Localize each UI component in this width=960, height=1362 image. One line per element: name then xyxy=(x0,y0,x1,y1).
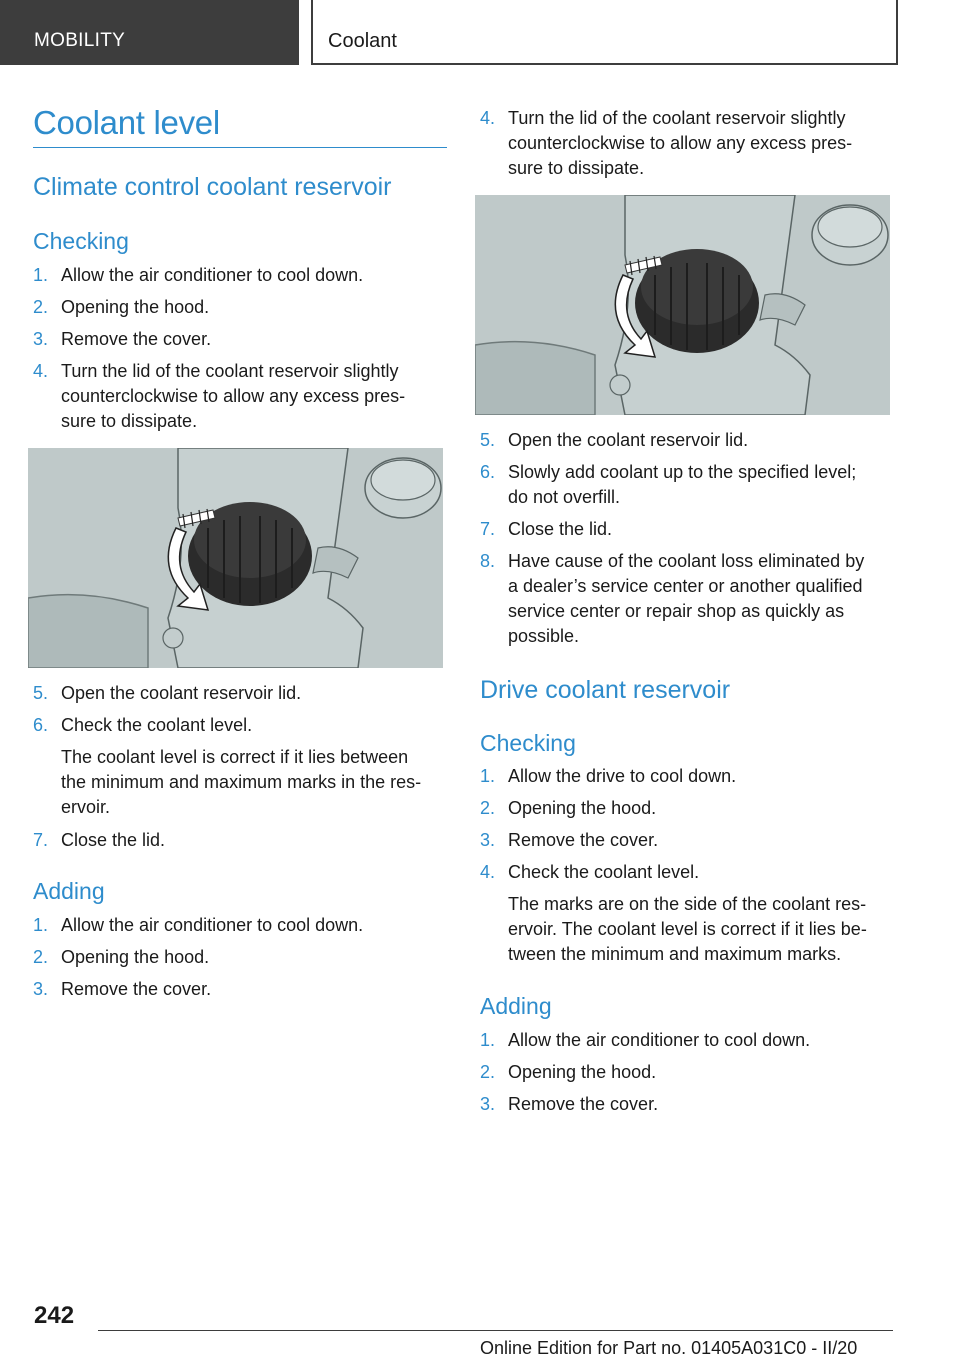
step-number: 7. xyxy=(33,830,49,850)
step-number: 2. xyxy=(480,1062,496,1082)
list-item xyxy=(33,681,447,706)
note-line: The coolant level is correct if it lies between xyxy=(61,747,409,767)
coolant-reservoir-illustration xyxy=(475,195,890,415)
step-text: Allow the air conditioner to cool down. xyxy=(61,265,364,285)
list-item xyxy=(33,913,447,938)
section-label: MOBILITY xyxy=(34,30,126,51)
step-line: a dealer’s service center or another qualified xyxy=(508,576,863,596)
step-text: Remove the cover. xyxy=(61,329,212,349)
list-item xyxy=(480,1060,892,1085)
step-number: 7. xyxy=(480,519,496,539)
list-item xyxy=(480,764,892,789)
chapter-label: Coolant xyxy=(328,30,397,52)
step-line: Slowly add coolant up to the specified level; xyxy=(508,462,857,482)
step-number: 2. xyxy=(480,798,496,818)
step-number: 3. xyxy=(33,979,49,999)
step-line: Turn the lid of the coolant reservoir slightly xyxy=(61,361,399,381)
list-item xyxy=(480,796,892,821)
step-text: Opening the hood. xyxy=(508,798,657,818)
list-item xyxy=(33,359,447,434)
list-item xyxy=(33,945,447,970)
note-line: tween the minimum and maximum marks. xyxy=(508,944,842,964)
list-item xyxy=(33,295,447,320)
step-number: 5. xyxy=(480,430,496,450)
title-rule xyxy=(33,147,447,148)
list-item xyxy=(480,106,892,181)
reservoir-cap-drawing xyxy=(28,448,443,668)
list-item xyxy=(480,517,892,542)
note-line: The marks are on the side of the coolant res- xyxy=(508,894,867,914)
note-line: the minimum and maximum marks in the res- xyxy=(61,772,422,792)
level-note xyxy=(61,745,447,820)
step-text: Check the coolant level. xyxy=(508,862,700,882)
step-number: 1. xyxy=(33,915,49,935)
step-text: Opening the hood. xyxy=(61,297,210,317)
footer-rule xyxy=(98,1330,893,1331)
list-item xyxy=(480,549,892,649)
list-item xyxy=(33,713,447,738)
step-number: 1. xyxy=(480,1030,496,1050)
coolant-reservoir-illustration xyxy=(28,448,443,668)
marks-note xyxy=(508,892,892,967)
note-line: ervoir. xyxy=(61,797,111,817)
heading-adding: Adding xyxy=(33,878,105,904)
step-number: 4. xyxy=(480,862,496,882)
step-text xyxy=(508,549,864,649)
step-number: 6. xyxy=(33,715,49,735)
step-number: 3. xyxy=(480,830,496,850)
step-number: 1. xyxy=(480,766,496,786)
step-line: counterclockwise to allow any excess pres- xyxy=(61,386,406,406)
note-line: ervoir. The coolant level is correct if it lies be- xyxy=(508,919,867,939)
heading-checking: Checking xyxy=(480,730,576,756)
list-item xyxy=(480,460,892,510)
list-item xyxy=(480,828,892,853)
step-text xyxy=(508,106,852,181)
list-item xyxy=(480,428,892,453)
list-item xyxy=(33,263,447,288)
step-line: counterclockwise to allow any excess pres- xyxy=(508,133,853,153)
step-number: 5. xyxy=(33,683,49,703)
step-line: do not overfill. xyxy=(508,487,621,507)
chapter-tab xyxy=(311,0,898,65)
section-tab xyxy=(0,0,299,65)
list-item xyxy=(480,1092,892,1117)
step-line: sure to dissipate. xyxy=(61,411,198,431)
step-text xyxy=(508,460,856,510)
list-item xyxy=(33,327,447,352)
heading-checking: Checking xyxy=(33,228,129,254)
step-text: Check the coolant level. xyxy=(61,715,253,735)
page-title: Coolant level xyxy=(33,104,220,141)
step-line: Turn the lid of the coolant reservoir slightly xyxy=(508,108,846,128)
step-text: Remove the cover. xyxy=(61,979,212,999)
list-item xyxy=(33,977,447,1002)
edition-text: Online Edition for Part no. 01405A031C0 - II/20 xyxy=(480,1338,858,1358)
step-number: 3. xyxy=(33,329,49,349)
step-text: Allow the drive to cool down. xyxy=(508,766,737,786)
heading-adding: Adding xyxy=(480,993,552,1019)
step-text xyxy=(61,359,405,434)
step-line: Have cause of the coolant loss eliminated by xyxy=(508,551,865,571)
step-text: Open the coolant reservoir lid. xyxy=(508,430,749,450)
step-text: Allow the air conditioner to cool down. xyxy=(61,915,364,935)
step-line: sure to dissipate. xyxy=(508,158,645,178)
step-number: 1. xyxy=(33,265,49,285)
step-text: Close the lid. xyxy=(61,830,166,850)
step-number: 8. xyxy=(480,551,496,571)
step-text: Remove the cover. xyxy=(508,830,659,850)
list-item xyxy=(480,860,892,885)
step-text: Close the lid. xyxy=(508,519,613,539)
step-text: Allow the air conditioner to cool down. xyxy=(508,1030,811,1050)
step-line: service center or repair shop as quickly as xyxy=(508,601,845,621)
step-number: 2. xyxy=(33,947,49,967)
step-number: 6. xyxy=(480,462,496,482)
step-text: Remove the cover. xyxy=(508,1094,659,1114)
step-text: Opening the hood. xyxy=(508,1062,657,1082)
step-text: Opening the hood. xyxy=(61,947,210,967)
step-text: Open the coolant reservoir lid. xyxy=(61,683,302,703)
page-number: 242 xyxy=(34,1302,75,1329)
step-line: possible. xyxy=(508,626,580,646)
list-item xyxy=(33,828,447,853)
list-item xyxy=(480,1028,892,1053)
step-number: 4. xyxy=(33,361,49,381)
step-number: 4. xyxy=(480,108,496,128)
step-number: 3. xyxy=(480,1094,496,1114)
subtitle-climate-reservoir: Climate control coolant reservoir xyxy=(33,173,392,201)
subtitle-drive-reservoir: Drive coolant reservoir xyxy=(480,676,731,704)
step-number: 2. xyxy=(33,297,49,317)
reservoir-cap-drawing xyxy=(475,195,890,415)
